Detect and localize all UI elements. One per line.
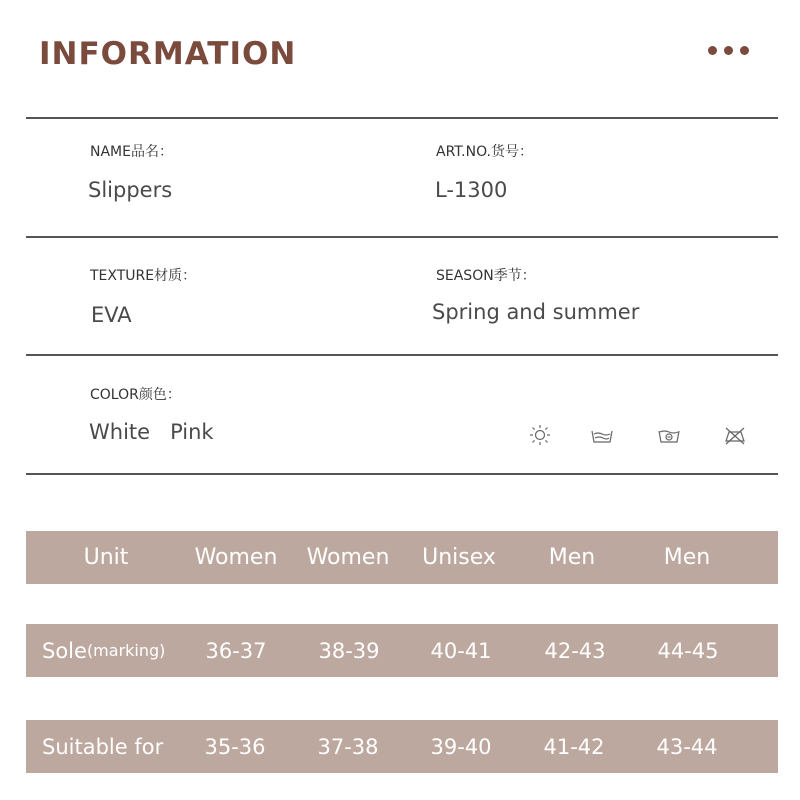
header-unisex: Unisex	[422, 545, 496, 570]
texture-label: TEXTURE材质：	[90, 268, 197, 284]
size-table-row-sole	[26, 624, 778, 677]
sole-label: Sole	[42, 638, 87, 663]
header-women-1: Women	[194, 545, 278, 570]
sole-label-suffix: (marking)	[86, 641, 166, 660]
season-label: SEASON季节：	[436, 268, 536, 284]
header-men-1: Men	[548, 545, 596, 570]
suitable-label: Suitable for	[42, 734, 164, 759]
dot	[740, 46, 749, 55]
dot	[708, 46, 717, 55]
sole-value: 36-37	[205, 638, 267, 663]
color-label: COLOR颜色：	[90, 387, 181, 403]
machine-wash-icon	[657, 423, 681, 447]
page-title: INFORMATION	[39, 36, 297, 72]
sole-value: 42-43	[544, 638, 606, 663]
divider	[26, 117, 778, 119]
divider	[26, 236, 778, 238]
size-table-header	[26, 531, 778, 584]
do-not-iron-icon	[723, 423, 747, 447]
name-label: NAME品名：	[90, 144, 173, 160]
hand-wash-icon	[590, 423, 614, 447]
sole-value: 44-45	[657, 638, 719, 663]
more-options-icon[interactable]	[708, 46, 749, 55]
suitable-value: 43-44	[656, 734, 718, 759]
header-women-2: Women	[306, 545, 390, 570]
divider	[26, 354, 778, 356]
dot	[724, 46, 733, 55]
sole-label-cell	[26, 624, 192, 677]
suitable-value: 41-42	[543, 734, 605, 759]
art-no-label: ART.NO.货号：	[436, 144, 534, 160]
art-no-value: L-1300	[435, 178, 508, 202]
season-value: Spring and summer	[432, 300, 640, 324]
divider	[26, 473, 778, 475]
header-unit: Unit	[83, 545, 129, 570]
sole-value: 38-39	[318, 638, 380, 663]
color-value: White Pink	[89, 420, 214, 444]
suitable-value: 37-38	[317, 734, 379, 759]
sun-dry-icon	[528, 423, 552, 447]
suitable-value: 35-36	[204, 734, 266, 759]
size-table-row-suitable	[26, 720, 778, 773]
sole-value: 40-41	[430, 638, 492, 663]
texture-value: EVA	[91, 303, 132, 327]
suitable-value: 39-40	[430, 734, 492, 759]
name-value: Slippers	[88, 178, 173, 202]
header-men-2: Men	[663, 545, 711, 570]
